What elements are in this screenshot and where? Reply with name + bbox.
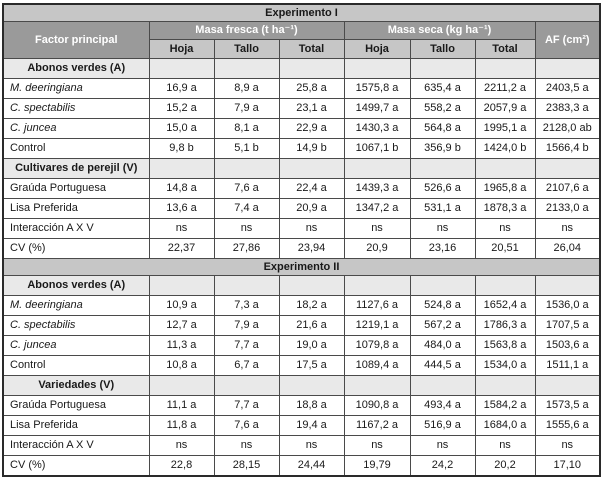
table-row bbox=[3, 199, 600, 219]
section-empty-cell bbox=[344, 159, 410, 179]
row-label: Control bbox=[3, 356, 149, 376]
section-empty-cell bbox=[410, 159, 475, 179]
table-row bbox=[3, 239, 600, 259]
cell-value: 1089,4 a bbox=[344, 356, 410, 376]
cell-value: 9,8 b bbox=[149, 139, 214, 159]
cell-value: 24,44 bbox=[279, 456, 344, 477]
cell-value: ns bbox=[214, 219, 279, 239]
table-row bbox=[3, 356, 600, 376]
row-label: Graúda Portuguesa bbox=[3, 179, 149, 199]
cell-value: ns bbox=[149, 219, 214, 239]
cell-value: 7,4 a bbox=[214, 199, 279, 219]
row-label: CV (%) bbox=[3, 456, 149, 477]
cell-value: 2403,5 a bbox=[535, 79, 600, 99]
masa-seca-header: Masa seca (kg ha⁻¹) bbox=[344, 22, 535, 40]
cell-value: ns bbox=[410, 219, 475, 239]
cell-value: 14,9 b bbox=[279, 139, 344, 159]
cell-value: 2133,0 a bbox=[535, 199, 600, 219]
table-row bbox=[3, 396, 600, 416]
table-row bbox=[3, 416, 600, 436]
cell-value: 1584,2 a bbox=[475, 396, 535, 416]
section-label: Cultivares de perejil (V) bbox=[3, 159, 149, 179]
cell-value: 23,1 a bbox=[279, 99, 344, 119]
section-empty-cell bbox=[535, 376, 600, 396]
column-header-hoja-0: Hoja bbox=[149, 40, 214, 59]
masa-fresca-header: Masa fresca (t ha⁻¹) bbox=[149, 22, 344, 40]
cell-value: 2383,3 a bbox=[535, 99, 600, 119]
cell-value: 356,9 b bbox=[410, 139, 475, 159]
cell-value: 1786,3 a bbox=[475, 316, 535, 336]
section-empty-cell bbox=[475, 276, 535, 296]
cell-value: 5,1 b bbox=[214, 139, 279, 159]
cell-value: ns bbox=[214, 436, 279, 456]
experiment-band-label: Experimento I bbox=[3, 4, 600, 22]
cell-value: 27,86 bbox=[214, 239, 279, 259]
cell-value: 22,4 a bbox=[279, 179, 344, 199]
table-row bbox=[3, 456, 600, 477]
cell-value: 1127,6 a bbox=[344, 296, 410, 316]
section-empty-cell bbox=[149, 159, 214, 179]
section-empty-cell bbox=[214, 59, 279, 79]
cell-value: ns bbox=[279, 436, 344, 456]
cell-value: 22,9 a bbox=[279, 119, 344, 139]
row-label: M. deeringiana bbox=[3, 296, 149, 316]
cell-value: 1652,4 a bbox=[475, 296, 535, 316]
section-empty-cell bbox=[279, 159, 344, 179]
af-header: AF (cm²) bbox=[535, 22, 600, 59]
cell-value: 11,3 a bbox=[149, 336, 214, 356]
column-group-header-row bbox=[3, 22, 600, 40]
cell-value: 26,04 bbox=[535, 239, 600, 259]
cell-value: 20,9 a bbox=[279, 199, 344, 219]
column-header-tallo-1: Tallo bbox=[214, 40, 279, 59]
cell-value: 1167,2 a bbox=[344, 416, 410, 436]
cell-value: 567,2 a bbox=[410, 316, 475, 336]
cell-value: 13,6 a bbox=[149, 199, 214, 219]
cell-value: 15,2 a bbox=[149, 99, 214, 119]
section-empty-cell bbox=[410, 376, 475, 396]
cell-value: 2128,0 ab bbox=[535, 119, 600, 139]
row-label: M. deeringiana bbox=[3, 79, 149, 99]
column-header-hoja-3: Hoja bbox=[344, 40, 410, 59]
row-label: C. juncea bbox=[3, 119, 149, 139]
section-empty-cell bbox=[410, 59, 475, 79]
section-empty-cell bbox=[410, 276, 475, 296]
cell-value: 14,8 a bbox=[149, 179, 214, 199]
section-row bbox=[3, 159, 600, 179]
cell-value: 22,8 bbox=[149, 456, 214, 477]
experiment-results-table bbox=[2, 3, 601, 477]
factor-principal-header: Factor principal bbox=[3, 22, 149, 59]
table-row bbox=[3, 139, 600, 159]
cell-value: 10,9 a bbox=[149, 296, 214, 316]
cell-value: 2057,9 a bbox=[475, 99, 535, 119]
cell-value: ns bbox=[344, 219, 410, 239]
cell-value: 564,8 a bbox=[410, 119, 475, 139]
column-header-total-5: Total bbox=[475, 40, 535, 59]
section-empty-cell bbox=[149, 376, 214, 396]
section-empty-cell bbox=[535, 59, 600, 79]
section-row bbox=[3, 59, 600, 79]
cell-value: 7,7 a bbox=[214, 396, 279, 416]
cell-value: 7,6 a bbox=[214, 416, 279, 436]
cell-value: 444,5 a bbox=[410, 356, 475, 376]
cell-value: 1079,8 a bbox=[344, 336, 410, 356]
row-label: Graúda Portuguesa bbox=[3, 396, 149, 416]
cell-value: 635,4 a bbox=[410, 79, 475, 99]
cell-value: 1090,8 a bbox=[344, 396, 410, 416]
table-row bbox=[3, 79, 600, 99]
cell-value: 11,1 a bbox=[149, 396, 214, 416]
cell-value: 1511,1 a bbox=[535, 356, 600, 376]
section-label: Abonos verdes (A) bbox=[3, 59, 149, 79]
cell-value: 493,4 a bbox=[410, 396, 475, 416]
row-label: C. spectabilis bbox=[3, 99, 149, 119]
cell-value: ns bbox=[475, 436, 535, 456]
section-empty-cell bbox=[279, 276, 344, 296]
cell-value: 11,8 a bbox=[149, 416, 214, 436]
section-empty-cell bbox=[279, 376, 344, 396]
cell-value: 7,7 a bbox=[214, 336, 279, 356]
cell-value: 1430,3 a bbox=[344, 119, 410, 139]
cell-value: 20,51 bbox=[475, 239, 535, 259]
cell-value: 7,6 a bbox=[214, 179, 279, 199]
section-empty-cell bbox=[214, 276, 279, 296]
cell-value: 558,2 a bbox=[410, 99, 475, 119]
cell-value: 7,9 a bbox=[214, 99, 279, 119]
section-empty-cell bbox=[475, 376, 535, 396]
cell-value: 22,37 bbox=[149, 239, 214, 259]
cell-value: 1563,8 a bbox=[475, 336, 535, 356]
table-row bbox=[3, 336, 600, 356]
section-row bbox=[3, 376, 600, 396]
cell-value: 1878,3 a bbox=[475, 199, 535, 219]
cell-value: 1536,0 a bbox=[535, 296, 600, 316]
cell-value: 524,8 a bbox=[410, 296, 475, 316]
column-header-tallo-4: Tallo bbox=[410, 40, 475, 59]
table-row bbox=[3, 99, 600, 119]
experiment-band-row bbox=[3, 259, 600, 276]
cell-value: 18,2 a bbox=[279, 296, 344, 316]
section-empty-cell bbox=[149, 59, 214, 79]
cell-value: 1707,5 a bbox=[535, 316, 600, 336]
cell-value: 25,8 a bbox=[279, 79, 344, 99]
section-empty-cell bbox=[475, 159, 535, 179]
cell-value: 18,8 a bbox=[279, 396, 344, 416]
section-empty-cell bbox=[535, 276, 600, 296]
cell-value: 1219,1 a bbox=[344, 316, 410, 336]
section-empty-cell bbox=[344, 376, 410, 396]
section-empty-cell bbox=[214, 159, 279, 179]
table-row bbox=[3, 119, 600, 139]
section-empty-cell bbox=[149, 276, 214, 296]
cell-value: 1424,0 b bbox=[475, 139, 535, 159]
section-label: Variedades (V) bbox=[3, 376, 149, 396]
cell-value: 1995,1 a bbox=[475, 119, 535, 139]
cell-value: ns bbox=[535, 219, 600, 239]
cell-value: 1499,7 a bbox=[344, 99, 410, 119]
section-empty-cell bbox=[475, 59, 535, 79]
row-label: Control bbox=[3, 139, 149, 159]
row-label: C. juncea bbox=[3, 336, 149, 356]
cell-value: 24,2 bbox=[410, 456, 475, 477]
cell-value: 7,9 a bbox=[214, 316, 279, 336]
cell-value: 526,6 a bbox=[410, 179, 475, 199]
section-empty-cell bbox=[535, 159, 600, 179]
cell-value: 20,2 bbox=[475, 456, 535, 477]
cell-value: 1965,8 a bbox=[475, 179, 535, 199]
cell-value: 1555,6 a bbox=[535, 416, 600, 436]
cell-value: ns bbox=[344, 436, 410, 456]
cell-value: 1573,5 a bbox=[535, 396, 600, 416]
table-row bbox=[3, 436, 600, 456]
cell-value: 28,15 bbox=[214, 456, 279, 477]
cell-value: 20,9 bbox=[344, 239, 410, 259]
cell-value: 1684,0 a bbox=[475, 416, 535, 436]
cell-value: 19,4 a bbox=[279, 416, 344, 436]
cell-value: ns bbox=[535, 436, 600, 456]
cell-value: 8,9 a bbox=[214, 79, 279, 99]
cell-value: 12,7 a bbox=[149, 316, 214, 336]
table-row bbox=[3, 179, 600, 199]
cell-value: 17,5 a bbox=[279, 356, 344, 376]
section-row bbox=[3, 276, 600, 296]
row-label: Interacción A X V bbox=[3, 219, 149, 239]
cell-value: 1575,8 a bbox=[344, 79, 410, 99]
cell-value: 1503,6 a bbox=[535, 336, 600, 356]
cell-value: 7,3 a bbox=[214, 296, 279, 316]
cell-value: 19,0 a bbox=[279, 336, 344, 356]
experiment-band-label: Experimento II bbox=[3, 259, 600, 276]
section-empty-cell bbox=[214, 376, 279, 396]
cell-value: ns bbox=[475, 219, 535, 239]
cell-value: 516,9 a bbox=[410, 416, 475, 436]
cell-value: 2211,2 a bbox=[475, 79, 535, 99]
row-label: Interacción A X V bbox=[3, 436, 149, 456]
section-empty-cell bbox=[344, 59, 410, 79]
cell-value: 23,94 bbox=[279, 239, 344, 259]
cell-value: 1534,0 a bbox=[475, 356, 535, 376]
cell-value: 8,1 a bbox=[214, 119, 279, 139]
table-body bbox=[3, 4, 600, 476]
cell-value: ns bbox=[279, 219, 344, 239]
column-header-total-2: Total bbox=[279, 40, 344, 59]
experiment-band-row bbox=[3, 4, 600, 22]
cell-value: 23,16 bbox=[410, 239, 475, 259]
cell-value: 16,9 a bbox=[149, 79, 214, 99]
section-empty-cell bbox=[279, 59, 344, 79]
section-label: Abonos verdes (A) bbox=[3, 276, 149, 296]
cell-value: 19,79 bbox=[344, 456, 410, 477]
row-label: Lisa Preferida bbox=[3, 199, 149, 219]
row-label: Lisa Preferida bbox=[3, 416, 149, 436]
cell-value: 2107,6 a bbox=[535, 179, 600, 199]
cell-value: 1067,1 b bbox=[344, 139, 410, 159]
cell-value: 1347,2 a bbox=[344, 199, 410, 219]
table-row bbox=[3, 296, 600, 316]
table-row bbox=[3, 316, 600, 336]
table-row bbox=[3, 219, 600, 239]
cell-value: 1439,3 a bbox=[344, 179, 410, 199]
row-label: C. spectabilis bbox=[3, 316, 149, 336]
cell-value: 15,0 a bbox=[149, 119, 214, 139]
cell-value: 6,7 a bbox=[214, 356, 279, 376]
row-label: CV (%) bbox=[3, 239, 149, 259]
cell-value: ns bbox=[149, 436, 214, 456]
cell-value: 484,0 a bbox=[410, 336, 475, 356]
cell-value: ns bbox=[410, 436, 475, 456]
cell-value: 10,8 a bbox=[149, 356, 214, 376]
cell-value: 531,1 a bbox=[410, 199, 475, 219]
cell-value: 21,6 a bbox=[279, 316, 344, 336]
section-empty-cell bbox=[344, 276, 410, 296]
cell-value: 17,10 bbox=[535, 456, 600, 477]
cell-value: 1566,4 b bbox=[535, 139, 600, 159]
